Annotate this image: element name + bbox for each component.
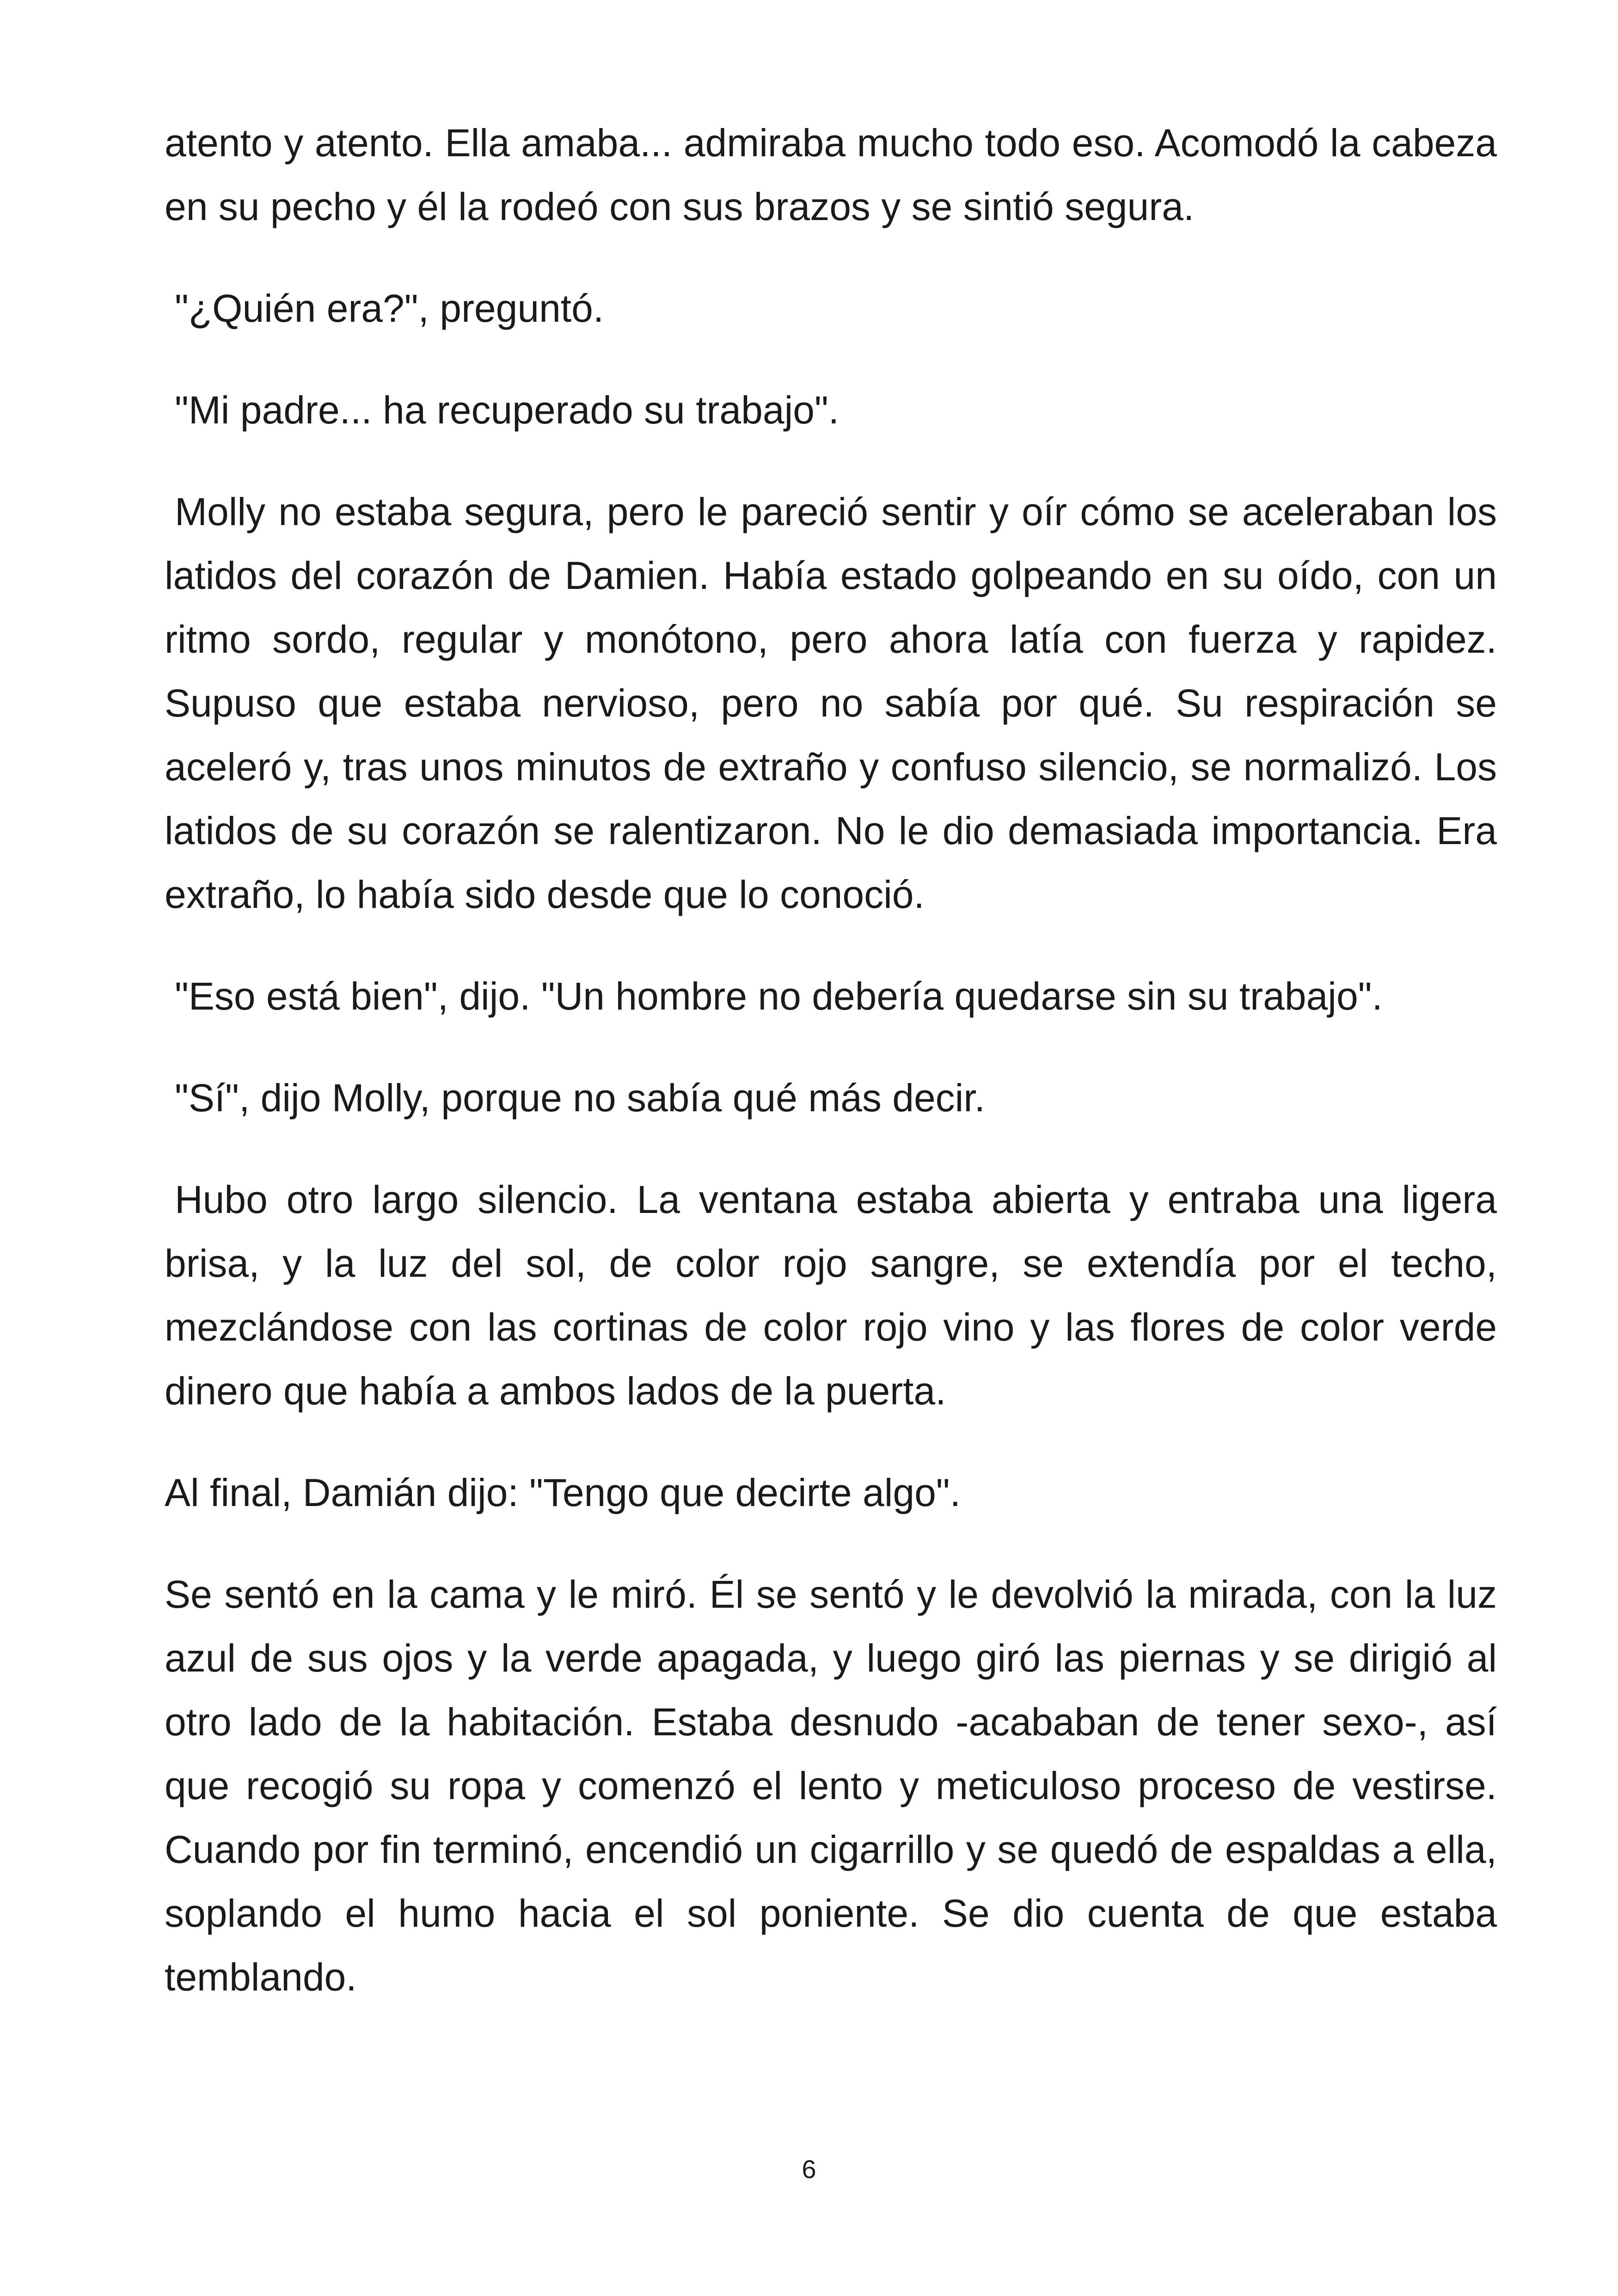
paragraph: "Sí", dijo Molly, porque no sabía qué más decir. — [175, 1076, 986, 1120]
body-text — [165, 111, 1497, 2047]
paragraph: Al final, Damián dijo: "Tengo que decirte algo". — [165, 1471, 961, 1514]
paragraph: Se sentó en la cama y le miró. Él se sentó y le devolvió la mirada, con la luz azul de sus ojos y la verde apagada, y luego giró las piernas y se dirigió al otro lado de la habitación. Estaba desnudo -acababan de tener sexo-, así que recogió su ropa y comenzó el lento y meticuloso proceso de vestirse. Cuando por fin terminó, encendió un cigarrillo y se quedó de espaldas a ella, soplando el humo hacia el sol poniente. Se dio cuenta de que estaba temblando. — [165, 1573, 1497, 1999]
paragraph: atento y atento. Ella amaba... admiraba mucho todo eso. Acomodó la cabeza en su pecho y él la rodeó con sus brazos y se sintió segura. — [165, 121, 1497, 228]
paragraph: "Mi padre... ha recuperado su trabajo". — [175, 388, 840, 432]
page-number: 6 — [802, 2155, 816, 2184]
paragraph: Hubo otro largo silencio. La ventana estaba abierta y entraba una ligera brisa, y la luz del sol, de color rojo sangre, se extendía por el techo, mezclándose con las cortinas de color rojo vino y las flores de color verde dinero que había a ambos lados de la puerta. — [165, 1178, 1497, 1413]
paragraph: "¿Quién era?", preguntó. — [175, 287, 604, 330]
paragraph: Molly no estaba segura, pero le pareció sentir y oír cómo se aceleraban los latidos del corazón de Damien. Había estado golpeando en su oído, con un ritmo sordo, regular y monótono, pero ahora latía con fuerza y rapidez. Supuso que estaba nervioso, pero no sabía por qué. Su respiración se aceleró y, tras unos minutos de extraño y confuso silencio, se normalizó. Los latidos de su corazón se ralentizaron. No le dio demasiada importancia. Era extraño, lo había sido desde que lo conoció. — [165, 490, 1497, 916]
paragraph: "Eso está bien", dijo. "Un hombre no debería quedarse sin su trabajo". — [175, 974, 1383, 1018]
